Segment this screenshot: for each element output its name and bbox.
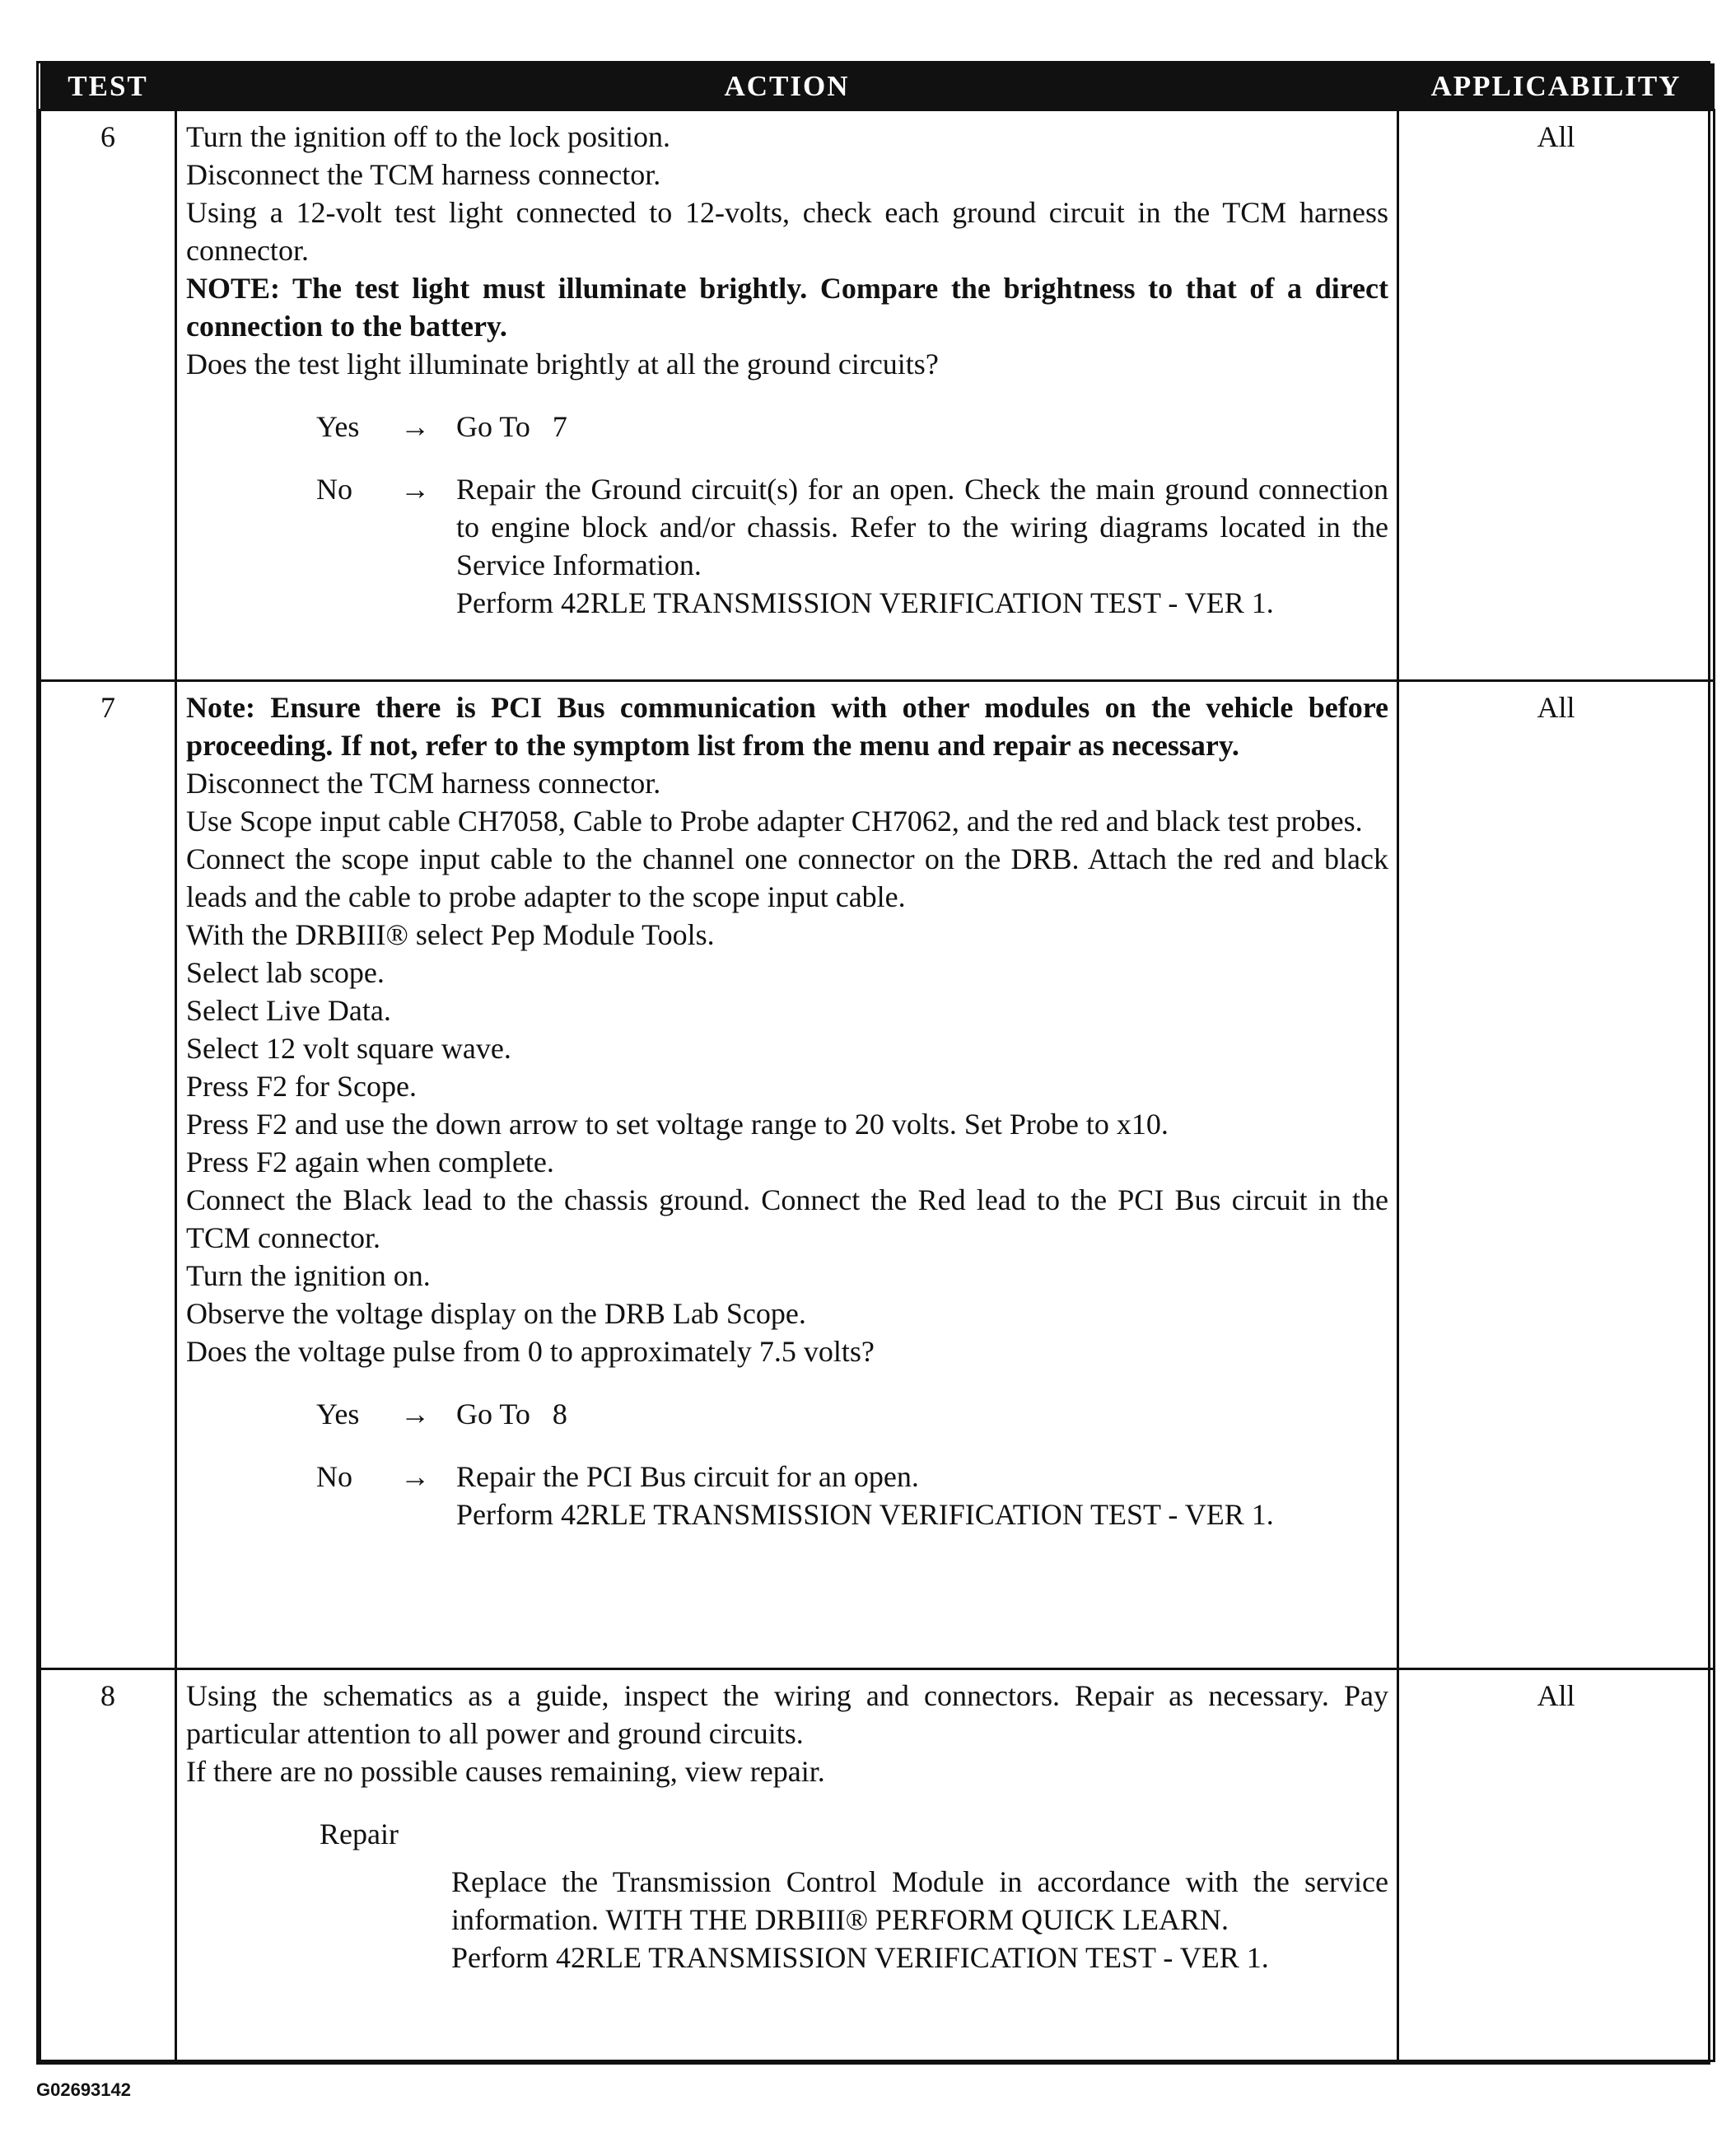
yes-label: Yes: [316, 410, 360, 443]
no-action-text: Repair the Ground circuit(s) for an open. Check the main ground connection to engine block and/or chassis. Refer to the wiring diagrams located in the Service Information.: [456, 473, 1388, 581]
test-number: 6: [40, 110, 176, 681]
no-branch: [316, 470, 1388, 622]
header-test: TEST: [40, 63, 176, 110]
yes-action: Go To 8: [456, 1398, 567, 1430]
figure-id: G02693142: [36, 2079, 131, 2100]
test-number: 8: [40, 1669, 176, 2061]
step-text: Press F2 and use the down arrow to set voltage range to 20 volts. Set Probe to x10.: [186, 1108, 1169, 1141]
test-row-7: [40, 681, 1715, 1669]
yes-label: Yes: [316, 1398, 360, 1430]
yes-branch: [316, 408, 1388, 446]
arrow-icon: →: [400, 473, 430, 506]
repair-action-text: Replace the Transmission Control Module in accordance with the service information. WITH THE DRBIII® PERFORM QUICK LEARN.: [451, 1865, 1388, 1936]
step-text: Select 12 volt square wave.: [186, 1032, 511, 1065]
test-action: [176, 110, 1398, 681]
header-row: [40, 63, 1715, 110]
test-row-8: [40, 1669, 1715, 2061]
test-number: 7: [40, 681, 176, 1669]
step-text: Turn the ignition on.: [186, 1259, 431, 1292]
step-text: Use Scope input cable CH7058, Cable to Probe adapter CH7062, and the red and black test probes.: [186, 805, 1363, 838]
step-text: Disconnect the TCM harness connector.: [186, 767, 661, 800]
arrow-icon: →: [400, 1460, 430, 1493]
applicability: All: [1398, 110, 1715, 681]
no-action: [456, 1458, 1388, 1533]
perform-text: Perform 42RLE TRANSMISSION VERIFICATION TEST - VER 1.: [456, 586, 1274, 619]
step-text: Observe the voltage display on the DRB Lab Scope.: [186, 1297, 806, 1330]
yes-branch: [316, 1395, 1388, 1433]
step-text: Turn the ignition off to the lock position.: [186, 120, 671, 153]
applicability: All: [1398, 681, 1715, 1669]
step-text: Connect the Black lead to the chassis ground. Connect the Red lead to the PCI Bus circuit in the TCM connector.: [186, 1183, 1388, 1254]
step-text: Select lab scope.: [186, 956, 385, 989]
no-label: No: [316, 473, 352, 506]
no-action-text: Repair the PCI Bus circuit for an open.: [456, 1460, 919, 1493]
test-row-6: [40, 110, 1715, 681]
repair-label: Repair: [320, 1818, 399, 1850]
step-text: Press F2 for Scope.: [186, 1070, 417, 1103]
test-action: [176, 681, 1398, 1669]
header-applicability: APPLICABILITY: [1398, 63, 1715, 110]
test-action: [176, 1669, 1398, 2061]
note-text: Note: Ensure there is PCI Bus communication with other modules on the vehicle before proceeding. If not, refer to the symptom list from the menu and repair as necessary.: [186, 691, 1388, 762]
step-text: If there are no possible causes remaining, view repair.: [186, 1755, 825, 1788]
repair-action: [451, 1863, 1388, 1976]
perform-text: Perform 42RLE TRANSMISSION VERIFICATION TEST - VER 1.: [456, 1498, 1274, 1531]
step-text: Disconnect the TCM harness connector.: [186, 158, 661, 191]
step-text: Using a 12-volt test light connected to 12-volts, check each ground circuit in the TCM harness connector.: [186, 196, 1388, 267]
perform-text: Perform 42RLE TRANSMISSION VERIFICATION TEST - VER 1.: [451, 1941, 1269, 1974]
step-text: Connect the scope input cable to the channel one connector on the DRB. Attach the red and black leads and the cable to probe adapter to the scope input cable.: [186, 842, 1388, 913]
step-text: With the DRBIII® select Pep Module Tools.: [186, 918, 715, 951]
note-text: NOTE: The test light must illuminate brightly. Compare the brightness to that of a direct connection to the battery.: [186, 272, 1388, 343]
no-label: No: [316, 1460, 352, 1493]
header-action: ACTION: [176, 63, 1398, 110]
question-text: Does the test light illuminate brightly at all the ground circuits?: [186, 348, 939, 380]
step-text: Select Live Data.: [186, 994, 391, 1027]
applicability: All: [1398, 1669, 1715, 2061]
no-action: [456, 470, 1388, 622]
no-branch: [316, 1458, 1388, 1533]
question-text: Does the voltage pulse from 0 to approximately 7.5 volts?: [186, 1335, 875, 1368]
arrow-icon: →: [400, 410, 430, 443]
step-text: Press F2 again when complete.: [186, 1146, 554, 1178]
diagnostic-table: [36, 61, 1710, 2065]
arrow-icon: →: [400, 1398, 430, 1430]
yes-action: Go To 7: [456, 410, 567, 443]
step-text: Using the schematics as a guide, inspect the wiring and connectors. Repair as necessary. Pay particular attention to all power and ground circuits.: [186, 1679, 1388, 1750]
